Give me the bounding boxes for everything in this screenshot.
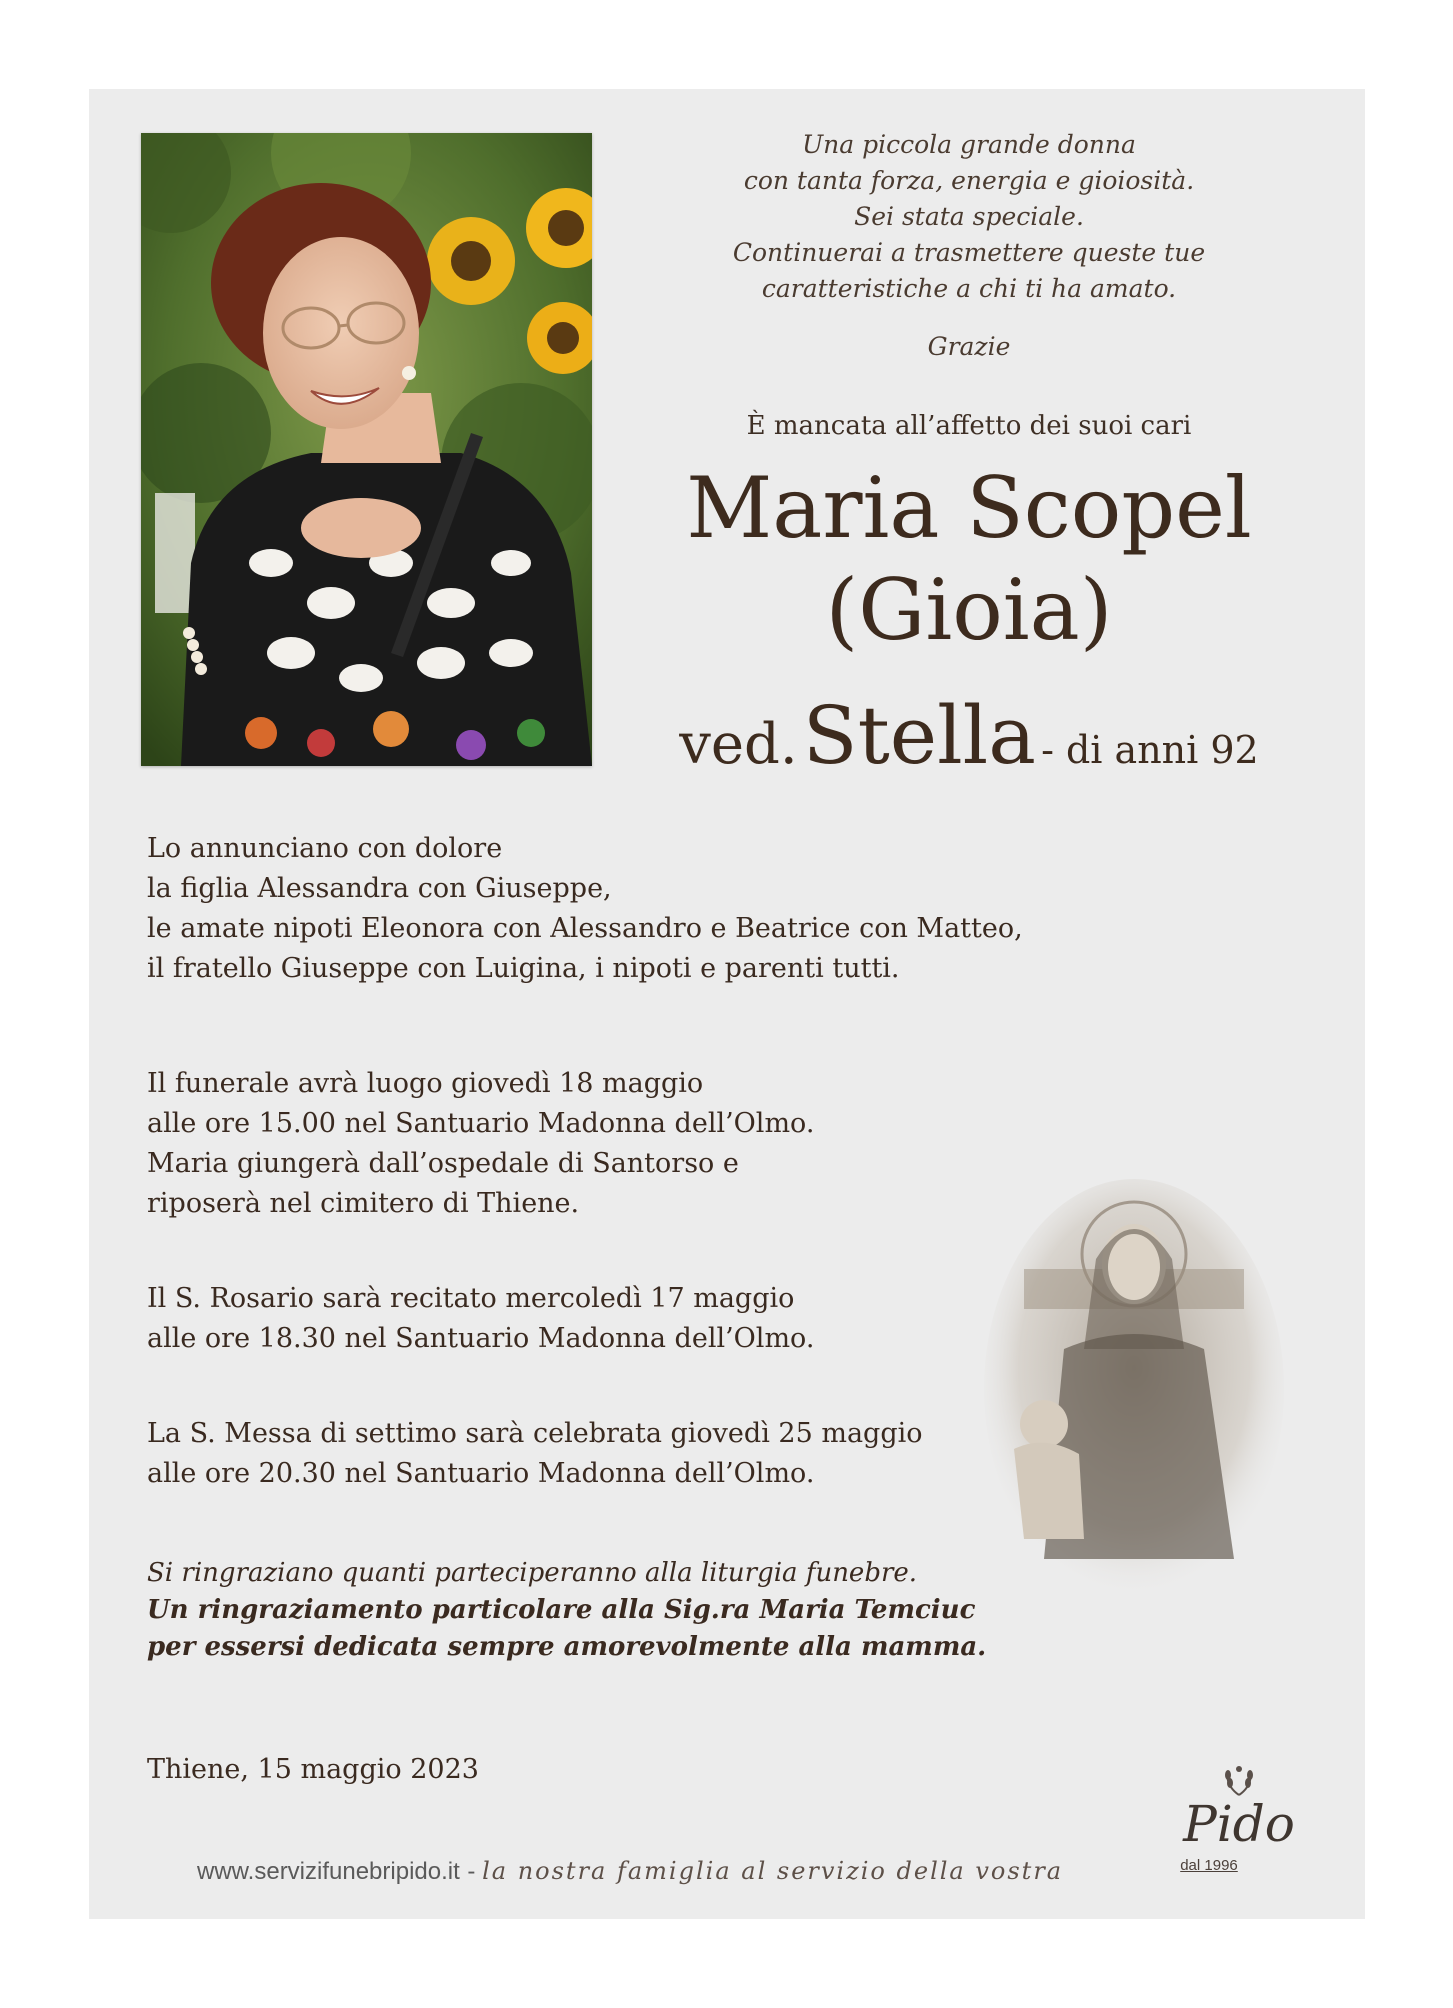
mass-line: La S. Messa di settimo sarà celebrata giovedì 25 maggio (147, 1418, 923, 1449)
married-name: Stella (802, 689, 1036, 782)
laurel-icon (1219, 1759, 1259, 1799)
quote-line: caratteristiche a chi ti ha amato. (761, 274, 1177, 303)
company-logo (1179, 1759, 1339, 1889)
madonna-image (984, 1179, 1284, 1599)
family-line: Lo annunciano con dolore (147, 833, 503, 864)
thanks-line-special: Un ringraziamento particolare alla Sig.ra Maria Temciuc (147, 1595, 976, 1625)
family-line: il fratello Giuseppe con Luigina, i nipoti e parenti tutti. (147, 953, 900, 984)
quote-line: Continuerai a trasmettere queste tue (732, 238, 1206, 267)
funeral-line: riposerà nel cimitero di Thiene. (147, 1188, 580, 1219)
thanks-paragraph (147, 1555, 1047, 1666)
rosary-line: Il S. Rosario sarà recitato mercoledì 17 maggio (147, 1283, 795, 1314)
mass-paragraph (147, 1414, 1047, 1494)
footer-motto: la nostra famiglia al servizio della vostra (482, 1857, 1064, 1885)
age-text: - di anni 92 (1041, 728, 1259, 772)
funeral-line: alle ore 15.00 nel Santuario Madonna dell’Olmo. (147, 1108, 815, 1139)
funeral-paragraph (147, 1064, 1047, 1224)
logo-since: dal 1996 (1180, 1857, 1238, 1874)
married-name-line (609, 689, 1329, 782)
footer-separator: - (467, 1858, 483, 1885)
quote-line: Una piccola grande donna (802, 130, 1136, 159)
footer (197, 1857, 1137, 1886)
quote-line: con tanta forza, energia e gioiosità. (743, 166, 1195, 195)
thanks-line-special: per essersi dedicata sempre amorevolmente alla mamma. (147, 1632, 987, 1662)
widow-prefix: ved. (679, 712, 798, 777)
website-link[interactable]: www.servizifunebripido.it (197, 1858, 460, 1885)
rosary-paragraph (147, 1279, 1047, 1359)
memorial-quote (689, 127, 1249, 365)
thanks-line: Si ringraziano quanti parteciperanno alla liturgia funebre. (147, 1558, 918, 1588)
quote-line: Sei stata speciale. (854, 202, 1084, 231)
mass-line: alle ore 20.30 nel Santuario Madonna dell’Olmo. (147, 1458, 815, 1489)
funeral-line: Il funerale avrà luogo giovedì 18 maggio (147, 1068, 704, 1099)
rosary-line: alle ore 18.30 nel Santuario Madonna dell’Olmo. (147, 1323, 815, 1354)
family-line: le amate nipoti Eleonora con Alessandro e Beatrice con Matteo, (147, 913, 1023, 944)
deceased-nickname: (Gioia) (825, 561, 1113, 659)
deceased-name-block (609, 457, 1329, 661)
family-line: la figlia Alessandra con Giuseppe, (147, 873, 612, 904)
obituary-notice (89, 89, 1365, 1919)
announcement-line: È mancata all’affetto dei suoi cari (746, 411, 1192, 441)
family-paragraph (147, 829, 1047, 989)
funeral-line: Maria giungerà dall’ospedale di Santorso e (147, 1148, 739, 1179)
portrait-photo (141, 133, 592, 766)
place-date: Thiene, 15 maggio 2023 (147, 1754, 479, 1785)
deceased-name: Maria Scopel (686, 459, 1252, 557)
logo-name: Pido (1183, 1795, 1295, 1853)
quote-thanks: Grazie (927, 332, 1011, 361)
